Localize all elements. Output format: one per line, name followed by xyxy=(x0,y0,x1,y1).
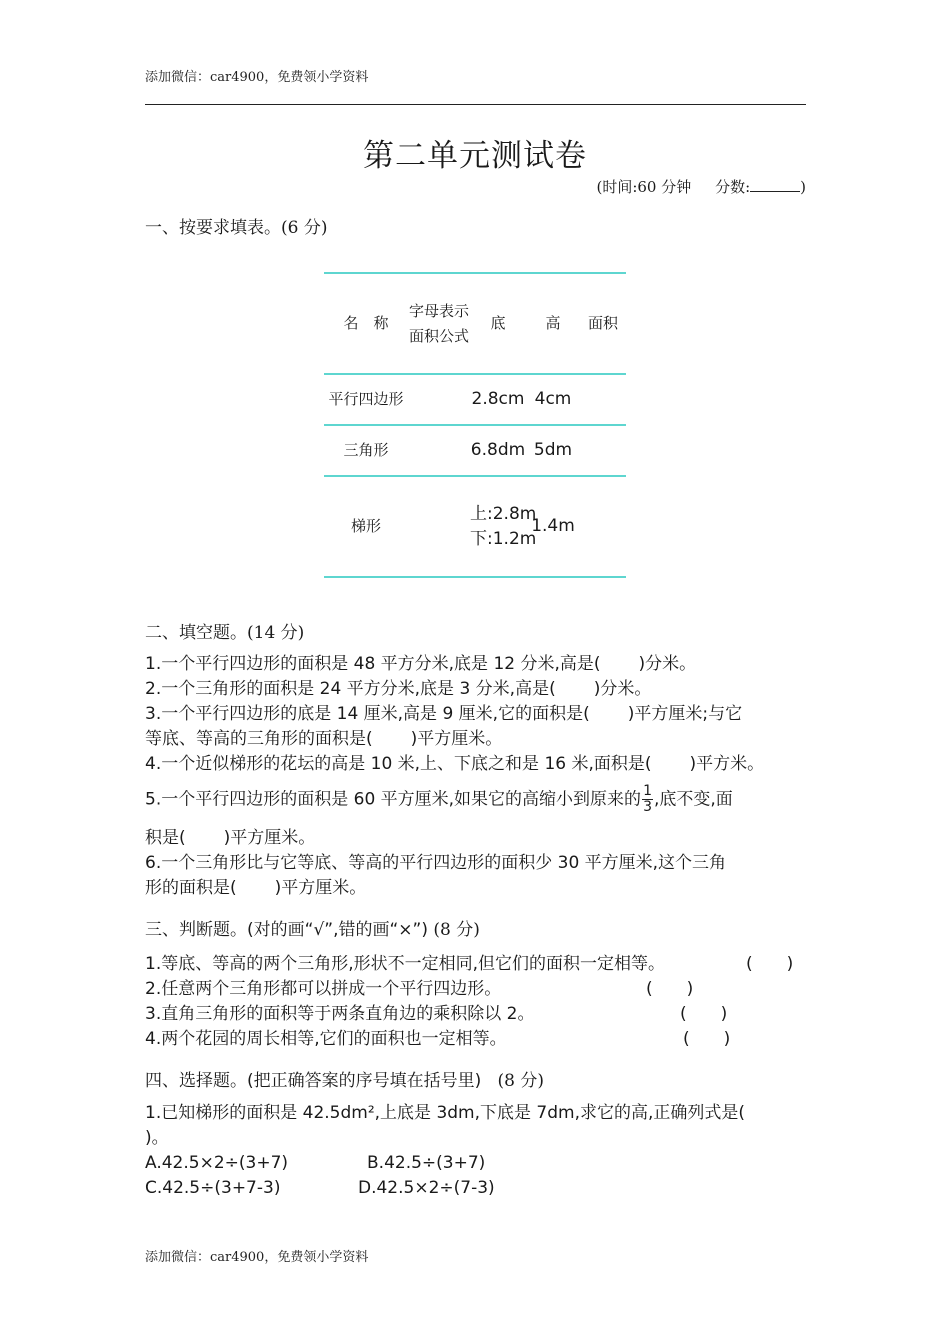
judge-question-1 xyxy=(145,952,815,977)
table-row xyxy=(324,476,626,577)
section-4-title: 四、选择题。(把正确答案的序号填在括号里) xyxy=(145,1071,482,1091)
page-title: 第二单元测试卷 xyxy=(363,138,587,174)
judge-answer-1[interactable]: ( ) xyxy=(746,954,794,974)
q4-unit: )平方米。 xyxy=(689,754,765,774)
q2-unit: )分米。 xyxy=(593,679,652,699)
q2-text: 2.一个三角形的面积是 24 平方分米,底是 3 分米,高是( xyxy=(145,679,556,699)
fill-question-3-cont xyxy=(145,727,815,752)
fraction-denominator: 3 xyxy=(643,799,652,815)
row-formula-cell[interactable] xyxy=(408,476,470,577)
header-height: 高 xyxy=(526,273,580,374)
choice-option-b-wrap xyxy=(367,1151,667,1176)
row-base: 上:2.8m下:1.2m xyxy=(470,476,526,577)
fill-question-5-cont xyxy=(145,826,815,851)
fill-question-1 xyxy=(145,652,815,677)
judge-q3-text: 3.直角三角形的面积等于两条直角边的乘积除以 2。 xyxy=(145,1004,535,1024)
header-name: 名 称 xyxy=(324,273,408,374)
header-base: 底 xyxy=(470,273,526,374)
q5-text-2: ,底不变,面 xyxy=(653,789,733,810)
fill-table xyxy=(324,272,626,578)
row-name: 平行四边形 xyxy=(324,374,408,425)
header-formula: 字母表示面积公式 xyxy=(408,273,470,374)
choice-question-1-cont xyxy=(145,1126,815,1151)
fill-question-2 xyxy=(145,677,815,702)
q4-text: 4.一个近似梯形的花坛的高是 10 米,上、下底之和是 16 米,面积是( xyxy=(145,754,652,774)
judge-answer-2[interactable]: ( ) xyxy=(646,979,694,999)
choice-q1-text: 1.已知梯形的面积是 42.5dm²,上底是 3dm,下底是 7dm,求它的高,正确列式是( xyxy=(145,1103,746,1123)
row-formula-cell[interactable] xyxy=(408,425,470,476)
row-name: 三角形 xyxy=(324,425,408,476)
choice-q1-end[interactable]: )。 xyxy=(145,1128,169,1148)
choice-question-1 xyxy=(145,1101,815,1126)
judge-answer-3[interactable]: ( ) xyxy=(680,1004,728,1024)
judge-q2-text: 2.任意两个三角形都可以拼成一个平行四边形。 xyxy=(145,979,502,999)
judge-question-2 xyxy=(145,977,815,1002)
q6-text: 6.一个三角形比与它等底、等高的平行四边形的面积少 30 平方厘米,这个三角 xyxy=(145,853,727,873)
section-4-score: (8 分) xyxy=(497,1071,544,1091)
choice-option-d-wrap xyxy=(358,1176,658,1201)
section-2-heading xyxy=(145,618,304,643)
time-label: (时间:60 分钟 xyxy=(596,178,692,196)
section-1-heading xyxy=(145,213,327,238)
table-row xyxy=(324,425,626,476)
fill-question-6 xyxy=(145,851,815,876)
q3-text-3: 等底、等高的三角形的面积是( xyxy=(145,729,373,749)
fill-question-6-cont xyxy=(145,876,815,901)
row-base: 2.8cm xyxy=(470,374,526,425)
row-name: 梯形 xyxy=(324,476,408,577)
footer-note: 添加微信：car4900，免费领小学资料 xyxy=(145,1250,369,1265)
section-3-heading xyxy=(145,915,480,940)
judge-q4-text: 4.两个花园的周长相等,它们的面积也一定相等。 xyxy=(145,1029,507,1049)
score-label: 分数: xyxy=(715,178,751,196)
row-area-cell[interactable] xyxy=(580,374,626,425)
section-4-heading xyxy=(145,1066,544,1091)
q1-unit: )分米。 xyxy=(638,654,697,674)
option-c[interactable]: C.42.5÷(3+7-3) xyxy=(145,1178,281,1198)
q5-text-3: 积是( xyxy=(145,828,186,848)
option-a[interactable]: A.42.5×2÷(3+7) xyxy=(145,1153,289,1173)
header-area: 面积 xyxy=(580,273,626,374)
table-row xyxy=(324,374,626,425)
q3-text-2: )平方厘米;与它 xyxy=(627,704,743,724)
fill-question-3 xyxy=(145,702,815,727)
row-formula-cell[interactable] xyxy=(408,374,470,425)
row-height: 4cm xyxy=(526,374,580,425)
option-d[interactable]: D.42.5×2÷(7-3) xyxy=(358,1178,495,1198)
row-area-cell[interactable] xyxy=(580,425,626,476)
q3-unit: )平方厘米。 xyxy=(410,729,503,749)
score-close: ) xyxy=(800,178,806,196)
section-1-title: 一、按要求填表。 xyxy=(145,218,281,238)
row-height: 5dm xyxy=(526,425,580,476)
judge-answer-4[interactable]: ( ) xyxy=(683,1029,731,1049)
judge-q1-text: 1.等底、等高的两个三角形,形状不一定相同,但它们的面积一定相等。 xyxy=(145,954,666,974)
q6-text-2: 形的面积是( xyxy=(145,878,237,898)
fill-question-4 xyxy=(145,752,815,777)
fraction xyxy=(642,784,653,815)
section-3-title: 三、判断题。(对的画“√”,错的画“×”) xyxy=(145,920,428,940)
score-blank[interactable] xyxy=(750,179,800,192)
q6-unit: )平方厘米。 xyxy=(274,878,367,898)
q3-text: 3.一个平行四边形的底是 14 厘米,高是 9 厘米,它的面积是( xyxy=(145,704,590,724)
row-height: 1.4m xyxy=(526,476,580,577)
q1-text: 1.一个平行四边形的面积是 48 平方分米,底是 12 分米,高是( xyxy=(145,654,601,674)
exam-info xyxy=(596,176,806,197)
header-divider xyxy=(145,104,806,105)
option-b[interactable]: B.42.5÷(3+7) xyxy=(367,1153,486,1173)
row-base: 6.8dm xyxy=(470,425,526,476)
section-1-score: (6 分) xyxy=(281,218,328,238)
table-header-row xyxy=(324,273,626,374)
section-3-score: (8 分) xyxy=(433,920,480,940)
q5-text: 5.一个平行四边形的面积是 60 平方厘米,如果它的高缩小到原来的 xyxy=(145,789,642,810)
section-2-title: 二、填空题。 xyxy=(145,623,247,643)
section-2-score: (14 分) xyxy=(247,623,305,643)
q5-unit: )平方厘米。 xyxy=(223,828,316,848)
fraction-numerator: 1 xyxy=(643,783,652,799)
row-area-cell[interactable] xyxy=(580,476,626,577)
header-note: 添加微信：car4900，免费领小学资料 xyxy=(145,70,369,85)
fill-question-5 xyxy=(145,784,815,815)
